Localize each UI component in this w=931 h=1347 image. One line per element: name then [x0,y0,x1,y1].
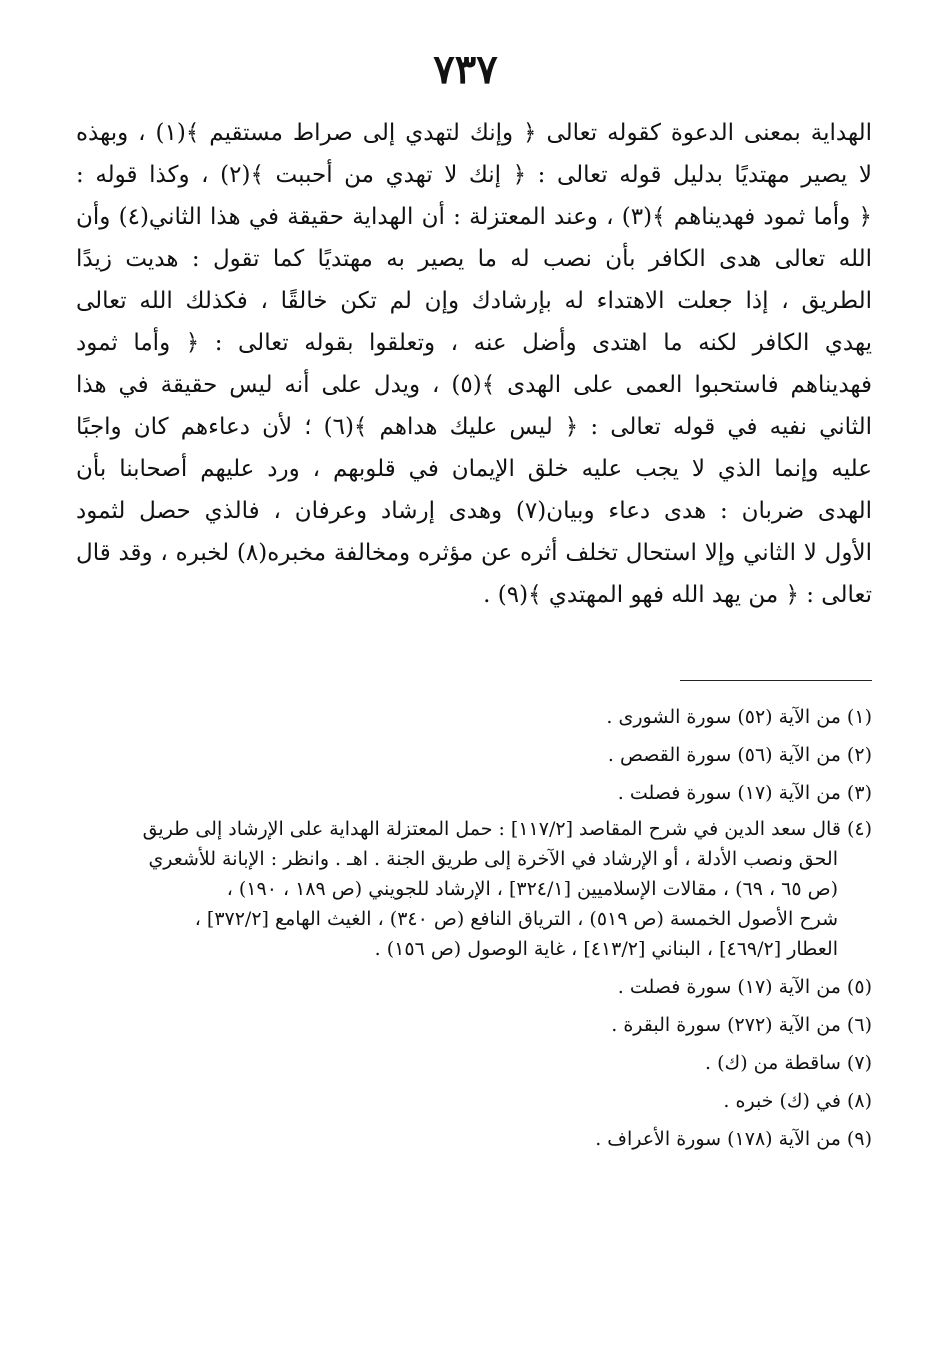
body-line: عليه وإنما الذي لا يجب عليه خلق الإيمان في قلوبهم ، ورد عليهم أصحابنا بأن [76,456,872,482]
body-line: الله تعالى هدى الكافر بأن نصب له ما يصير به مهتديًا كما تقول : هديت زيدًا [76,246,872,272]
main-body-text [76,112,872,616]
page-number: ٧٣٧ [433,46,498,93]
footnote-6: (٦) من الآية (٢٧٢) سورة البقرة . [611,1014,872,1036]
body-line: لا يصير مهتديًا بدليل قوله تعالى : ﴿ إنك لا تهدي من أحببت ﴾(٢) ، وكذا قوله : [76,162,872,188]
footnote-2: (٢) من الآية (٥٦) سورة القصص . [607,744,872,766]
body-line: الطريق ، إذا جعلت الاهتداء له بإرشادك وإن لم تكن خالقًا ، فكذلك الله تعالى [76,288,872,314]
footnote-9: (٩) من الآية (١٧٨) سورة الأعراف . [595,1128,872,1150]
body-line: الهدى ضربان : هدى دعاء وبيان(٧) وهدى إرشاد وعرفان ، فالذي حصل لثمود [76,498,872,524]
footnote-4-line: (ص ٦٥ ، ٦٩) ، مقالات الإسلاميين [٣٢٤/١] ، الإرشاد للجويني (ص ١٨٩ ، ١٩٠) ، [226,878,838,900]
footnote-4-line: شرح الأصول الخمسة (ص ٥١٩) ، الترياق النافع (ص ٣٤٠) ، الغيث الهامع [٣٧٢/٢] ، [194,908,838,930]
body-line: الأول لا الثاني وإلا استحال تخلف أثره عن مؤثره ومخالفة مخبره(٨) لخبره ، وقد قال [76,540,872,566]
footnote-8: (٨) في (ك) خبره . [723,1090,872,1112]
footnotes [76,700,872,1160]
footnote-7: (٧) ساقطة من (ك) . [705,1052,872,1074]
body-line: تعالى : ﴿ من يهد الله فهو المهتدي ﴾(٩) . [483,582,872,608]
body-line: ﴿ وأما ثمود فهديناهم ﴾(٣) ، وعند المعتزلة : أن الهداية حقيقة في هذا الثاني(٤) وأن [76,204,872,230]
footnote-4-line: العطار [٤٦٩/٢] ، البناني [٤١٣/٢] ، غاية الوصول (ص ١٥٦) . [374,938,838,960]
body-line: فهديناهم فاستحبوا العمى على الهدى ﴾(٥) ، ويدل على أنه ليس حقيقة في هذا [76,372,872,398]
footnote-1: (١) من الآية (٥٢) سورة الشورى . [606,706,872,728]
body-line: الثاني نفيه في قوله تعالى : ﴿ ليس عليك هداهم ﴾(٦) ؛ لأن دعاءهم كان واجبًا [76,414,872,440]
footnote-5: (٥) من الآية (١٧) سورة فصلت . [617,976,872,998]
footnote-4 [76,814,872,964]
footnote-separator [680,680,872,681]
body-line: الهداية بمعنى الدعوة كقوله تعالى ﴿ وإنك لتهدي إلى صراط مستقيم ﴾(١) ، وبهذه [76,120,872,146]
footnote-3: (٣) من الآية (١٧) سورة فصلت . [617,782,872,804]
body-line: يهدي الكافر لكنه ما اهتدى وأضل عنه ، وتعلقوا بقوله تعالى : ﴿ وأما ثمود [76,330,872,356]
footnote-4-line: الحق ونصب الأدلة ، أو الإرشاد في الآخرة إلى طريق الجنة . اهـ . وانظر : الإبانة للأشعري [148,848,838,870]
footnote-4-line: (٤) قال سعد الدين في شرح المقاصد [١١٧/٢] : حمل المعتزلة الهداية على الإرشاد إلى طريق [142,818,872,840]
